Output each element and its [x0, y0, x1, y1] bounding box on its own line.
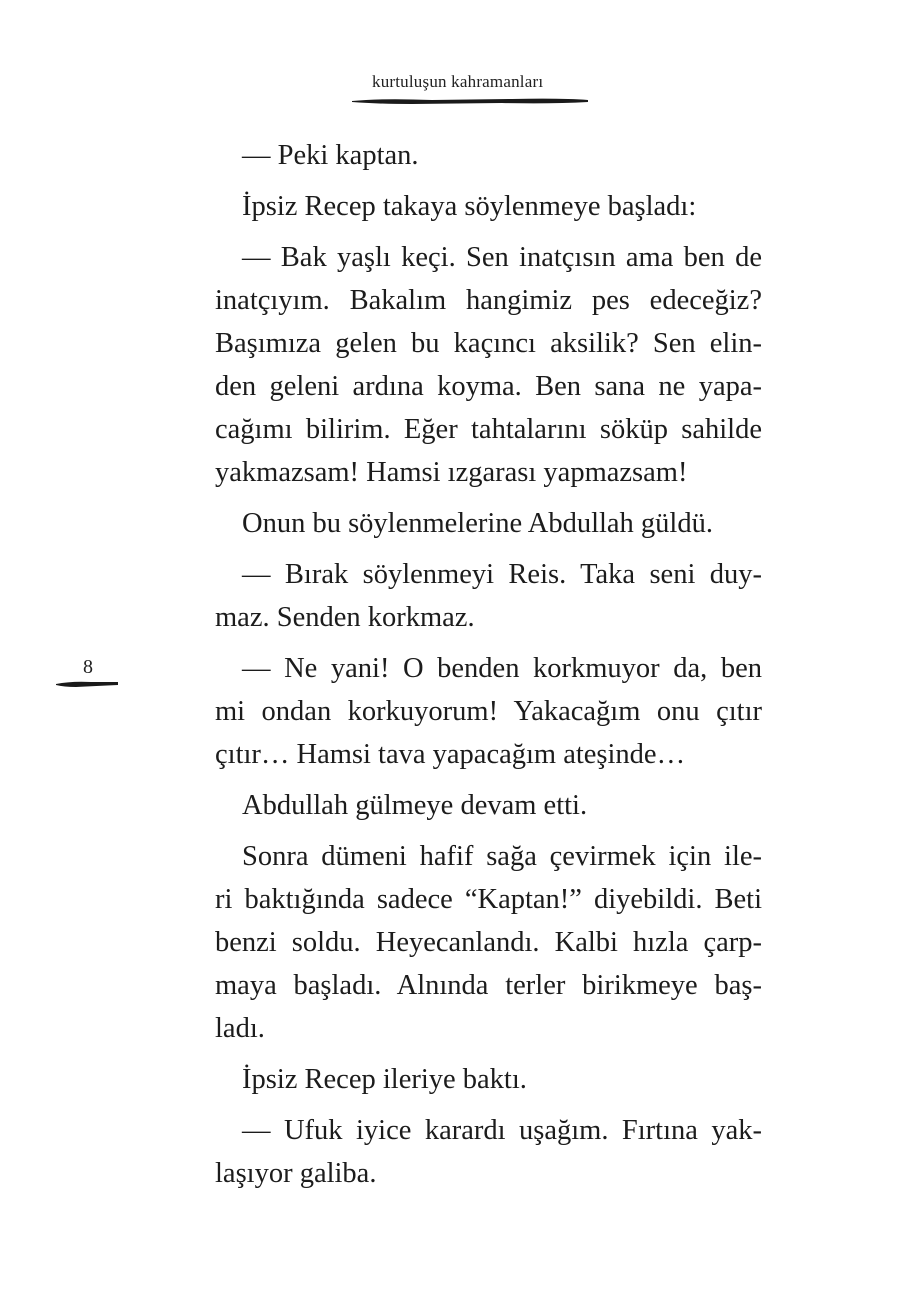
paragraph	[188, 647, 762, 776]
text-line: — Bırak söylenmeyi Reis. Taka seni duy-	[242, 559, 762, 590]
text-line: den geleni ardına koyma. Ben sana ne yapa-	[215, 371, 762, 402]
text-line: ri baktığında sadece “Kaptan!” diyebildi. Beti	[215, 884, 762, 915]
text-line: ladı.	[215, 1013, 265, 1044]
text-line: Onun bu söylenmelerine Abdullah güldü.	[242, 508, 713, 539]
paragraph	[188, 134, 762, 177]
text-line: — Peki kaptan.	[242, 140, 419, 171]
text-line: — Ne yani! O benden korkmuyor da, ben	[242, 653, 762, 684]
text-line: inatçıyım. Bakalım hangimiz pes edeceğiz?	[215, 285, 762, 316]
paragraph	[188, 502, 762, 545]
page-number-brush-rule	[56, 679, 118, 688]
paragraph	[188, 185, 762, 228]
text-line: İpsiz Recep ileriye baktı.	[242, 1064, 527, 1095]
running-header-title: kurtuluşun kahramanları	[372, 72, 544, 91]
page-number: 8	[83, 656, 93, 678]
text-line: benzi soldu. Heyecanlandı. Kalbi hızla çarp-	[215, 927, 762, 958]
paragraph	[188, 784, 762, 827]
text-line: — Bak yaşlı keçi. Sen inatçısın ama ben de	[242, 242, 762, 273]
body-text	[188, 134, 762, 1203]
text-line: cağımı bilirim. Eğer tahtalarını söküp sahilde	[215, 414, 762, 445]
text-line: laşıyor galiba.	[215, 1158, 377, 1189]
text-line: çıtır… Hamsi tava yapacağım ateşinde…	[215, 739, 686, 770]
text-line: — Ufuk iyice karardı uşağım. Fırtına yak-	[242, 1115, 762, 1146]
header-brush-rule	[352, 96, 588, 106]
paragraph	[188, 1058, 762, 1101]
text-line: Sonra dümeni hafif sağa çevirmek için ile-	[242, 841, 762, 872]
text-line: Başımıza gelen bu kaçıncı aksilik? Sen elin-	[215, 328, 762, 359]
text-line: İpsiz Recep takaya söylenmeye başladı:	[242, 191, 697, 222]
paragraph	[188, 553, 762, 639]
paragraph	[188, 236, 762, 494]
text-line: Abdullah gülmeye devam etti.	[242, 790, 588, 821]
paragraph	[188, 1109, 762, 1195]
text-line: mi ondan korkuyorum! Yakacağım onu çıtır	[215, 696, 762, 727]
paragraph	[188, 835, 762, 1050]
text-line: yakmazsam! Hamsi ızgarası yapmazsam!	[215, 457, 688, 488]
text-line: maz. Senden korkmaz.	[215, 602, 475, 633]
text-line: maya başladı. Alnında terler birikmeye baş-	[215, 970, 762, 1001]
